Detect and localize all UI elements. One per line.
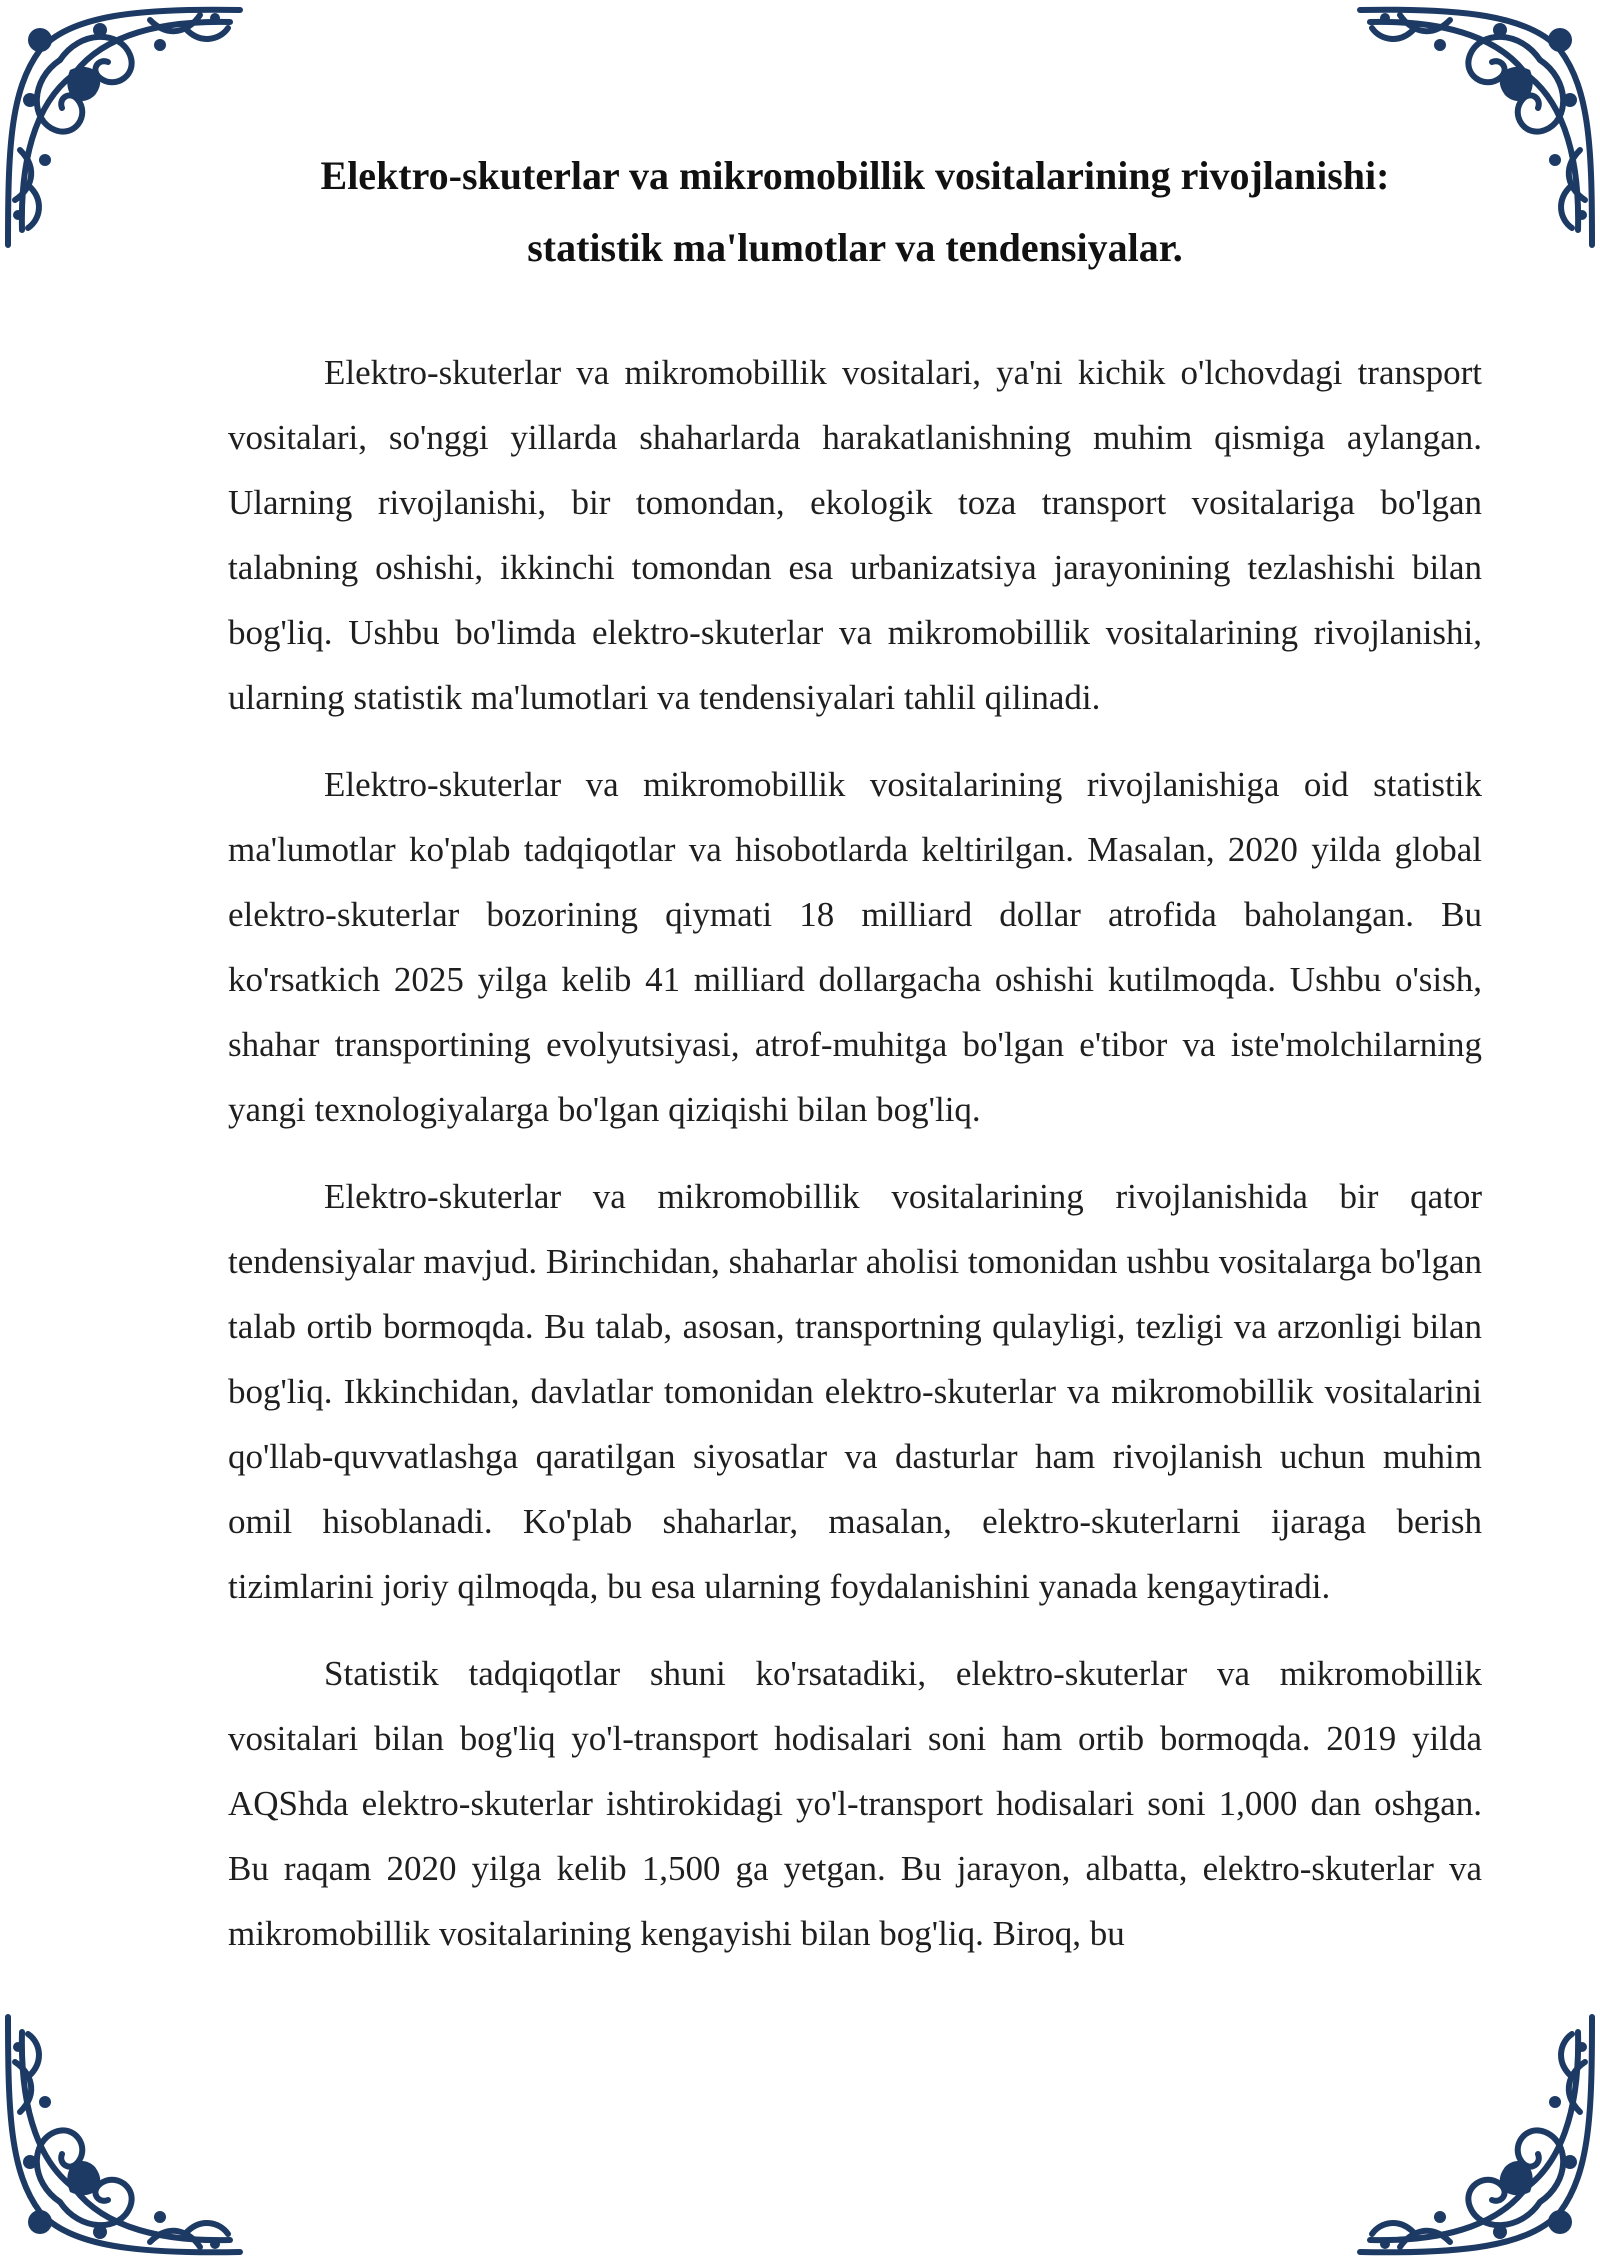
title-line-1: Elektro-skuterlar va mikromobillik vositalarining rivojlanishi:: [320, 153, 1390, 198]
corner-ornament-bottom-left: [0, 2012, 250, 2262]
title-line-2: statistik ma'lumotlar va tendensiyalar.: [527, 225, 1183, 270]
corner-ornament-bottom-right: [1350, 2012, 1600, 2262]
corner-ornament-top-left: [0, 0, 250, 250]
floral-corner-ornament-icon: [1350, 2012, 1600, 2262]
paragraph-1: Elektro-skuterlar va mikromobillik vositalari, ya'ni kichik o'lchovdagi transport vositalari, so'nggi yillarda shaharlarda harakatlanishning muhim qismiga aylangan. Ularning rivojlanishi, bir tomondan, ekologik toza transport vositalariga bo'lgan talabning oshishi, ikkinchi tomondan esa urbanizatsiya jarayonining tezlashishi bilan bog'liq. Ushbu bo'limda elektro-skuterlar va mikromobillik vositalarining rivojlanishi, ularning statistik ma'lumotlari va tendensiyalari tahlil qilinadi.: [228, 353, 1482, 717]
document-page: [228, 140, 1482, 1988]
floral-corner-ornament-icon: [0, 2012, 250, 2262]
paragraph-2: Elektro-skuterlar va mikromobillik vositalarining rivojlanishiga oid statistik ma'lumotlar ko'plab tadqiqotlar va hisobotlarda keltirilgan. Masalan, 2020 yilda global elektro-skuterlar bozorining qiymati 18 milliard dollar atrofida baholangan. Bu ko'rsatkich 2025 yilga kelib 41 milliard dollargacha oshishi kutilmoqda. Ushbu o'sish, shahar transportining evolyutsiyasi, atrof-muhitga bo'lgan e'tibor va iste'molchilarning yangi texnologiyalarga bo'lgan qiziqishi bilan bog'liq.: [228, 765, 1482, 1129]
paragraph-3: Elektro-skuterlar va mikromobillik vositalarining rivojlanishida bir qator tendensiyalar mavjud. Birinchidan, shaharlar aholisi tomonidan ushbu vositalarga bo'lgan talab ortib bormoqda. Bu talab, asosan, transportning qulayligi, tezligi va arzonligi bilan bog'liq. Ikkinchidan, davlatlar tomonidan elektro-skuterlar va mikromobillik vositalarini qo'llab-quvvatlashga qaratilgan siyosatlar va dasturlar ham rivojlanish uchun muhim omil hisoblanadi. Ko'plab shaharlar, masalan, elektro-skuterlarni ijaraga berish tizimlarini joriy qilmoqda, bu esa ularning foydalanishini yanada kengaytiradi.: [228, 1177, 1482, 1606]
document-title: [228, 140, 1482, 284]
floral-corner-ornament-icon: [0, 0, 250, 250]
paragraph-4: Statistik tadqiqotlar shuni ko'rsatadiki, elektro-skuterlar va mikromobillik vositalari bilan bog'liq yo'l-transport hodisalari soni ham ortib bormoqda. 2019 yilda AQShda elektro-skuterlar ishtirokidagi yo'l-transport hodisalari soni 1,000 dan oshgan. Bu raqam 2020 yilga kelib 1,500 ga yetgan. Bu jarayon, albatta, elektro-skuterlar va mikromobillik vositalarining kengayishi bilan bog'liq. Biroq, bu: [228, 1654, 1482, 1953]
